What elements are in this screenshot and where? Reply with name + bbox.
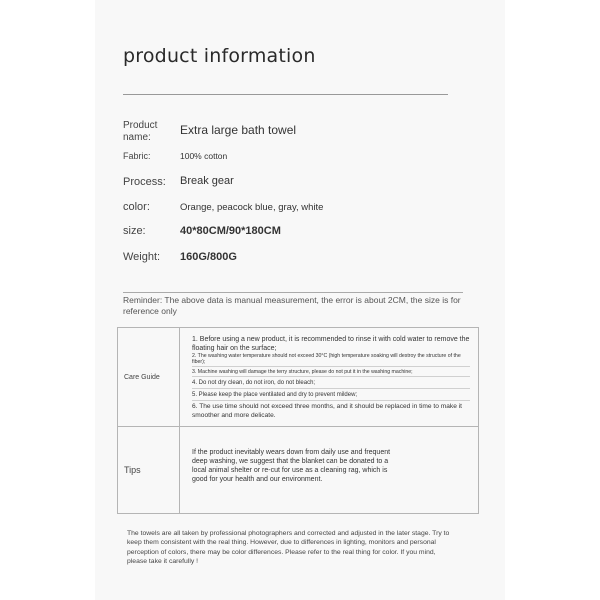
tips-text: If the product inevitably wears down from daily use and frequent deep washing, we suggest that the blanket can be donated to a local animal shelter or re-cut for use as a cleaning rag, which is good for your health and our environment. bbox=[180, 427, 479, 514]
care-item: 6. The use time should not exceed three months, and it should be replaced in time to make it smoother and more delicate. bbox=[192, 403, 463, 419]
color-value: Orange, peacock blue, gray, white bbox=[180, 202, 324, 213]
product-name-label-line2: name: bbox=[123, 132, 151, 143]
product-name-label-line1: Product bbox=[123, 120, 158, 131]
page-title: product information bbox=[123, 45, 316, 67]
fabric-label: Fabric: bbox=[123, 151, 151, 161]
tips-row bbox=[118, 427, 479, 514]
fabric-value: 100% cotton bbox=[180, 151, 228, 161]
process-label: Process: bbox=[123, 176, 166, 188]
product-name-value: Extra large bath towel bbox=[180, 123, 297, 137]
care-item-divider bbox=[192, 400, 470, 401]
care-item-divider bbox=[192, 388, 470, 389]
process-value: Break gear bbox=[180, 175, 234, 187]
care-item: 2. The washing water temperature should not exceed 30°C (high temperature soaking will destroy the structure of the fiber); bbox=[192, 353, 461, 365]
tips-label: Tips bbox=[118, 427, 180, 514]
weight-label: Weight: bbox=[123, 251, 161, 263]
size-label: size: bbox=[123, 225, 146, 237]
title-divider bbox=[123, 94, 448, 95]
color-label: color: bbox=[123, 201, 150, 213]
care-guide-content bbox=[180, 328, 479, 427]
reminder-text: Reminder: The above data is manual measurement, the error is about 2CM, the size is for reference only bbox=[123, 295, 461, 316]
reminder-divider bbox=[123, 292, 463, 293]
footer-disclaimer: The towels are all taken by professional photographers and corrected and adjusted in the later stage. Try to keep them consistent with the real thing. However, due to differences in lighting, monitors and personal perception of colors, there may be color differences. Please refer to the real thing for color. If you mind, please take it carefully ! bbox=[127, 530, 450, 566]
care-item: 3. Machine washing will damage the terry structure, please do not put it in the washing machine; bbox=[192, 369, 413, 375]
care-guide-label: Care Guide bbox=[118, 328, 180, 427]
weight-value: 160G/800G bbox=[180, 251, 237, 263]
care-item-divider bbox=[192, 376, 470, 377]
size-value: 40*80CM/90*180CM bbox=[180, 225, 281, 237]
care-item-divider bbox=[192, 366, 470, 367]
product-name-label bbox=[123, 120, 157, 144]
care-item: 4. Do not dry clean, do not iron, do not bleach; bbox=[192, 380, 316, 386]
care-item: 1. Before using a new product, it is recommended to rinse it with cold water to remove the floating hair on the surface; bbox=[192, 336, 470, 352]
care-table bbox=[117, 327, 479, 514]
care-guide-row bbox=[118, 328, 479, 427]
care-item: 5. Please keep the place ventilated and dry to prevent mildew; bbox=[192, 392, 358, 398]
